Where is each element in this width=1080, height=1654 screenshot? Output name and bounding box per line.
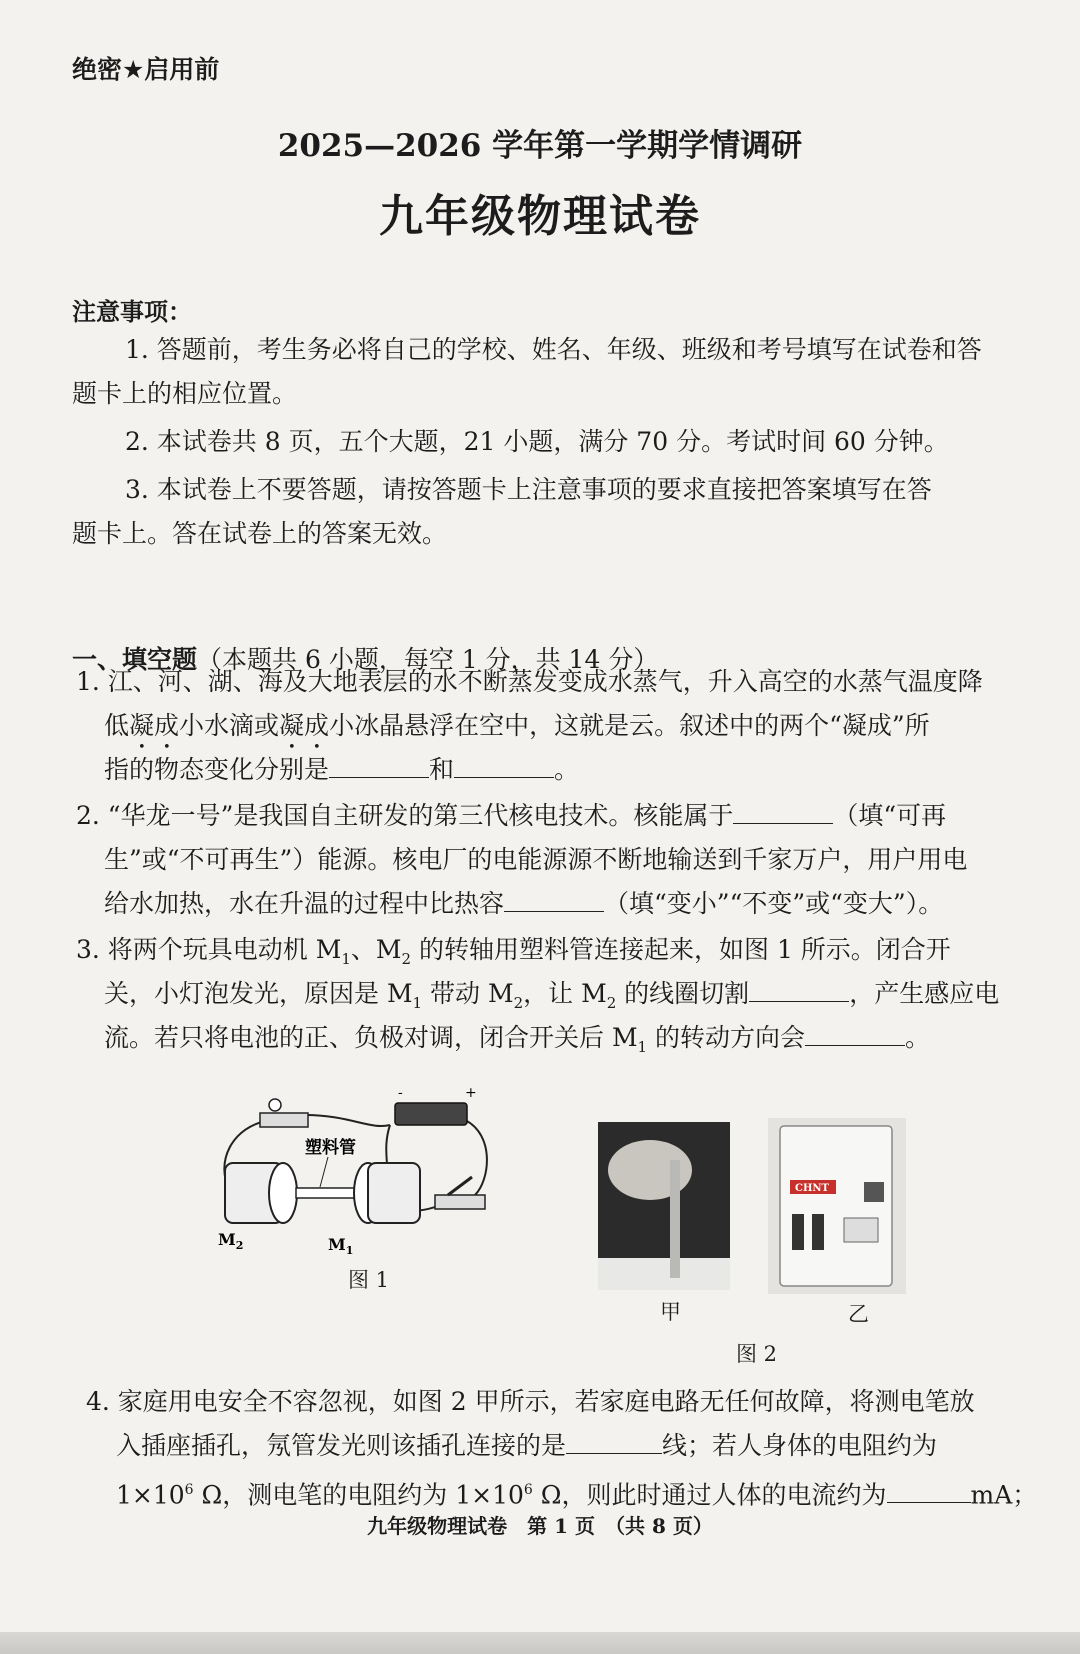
- q3-sub-2a: 2: [401, 950, 412, 968]
- figure-1-caption: 图 1: [348, 1268, 390, 1292]
- section-1-title: 一、填空题: [72, 645, 198, 674]
- q2-line3: [104, 882, 943, 926]
- q3-sub-2c: 2: [606, 994, 617, 1012]
- q2-line3-b: （填“变小”“不变”或“变大”）。: [604, 889, 944, 918]
- q1-line3: [104, 748, 579, 792]
- figure-2b-label: 乙: [848, 1302, 869, 1326]
- figure-2b-breaker-photo: [768, 1118, 906, 1294]
- q3-sub-1c: 1: [637, 1038, 648, 1056]
- breaker-brand-text: CHNT: [795, 1183, 829, 1194]
- tube-label: 塑料管: [305, 1138, 356, 1158]
- q1-line2-a: 低: [104, 711, 130, 740]
- q3-l1a: 3. 将两个玩具电动机 M: [76, 935, 342, 964]
- q1-line3-c: 。: [554, 755, 580, 784]
- figure-1-circuit: [210, 1085, 510, 1260]
- page-footer: 九年级物理试卷 第 1 页 （共 8 页）: [367, 1514, 713, 1538]
- q3-l3a: 流。若只将电池的正、负极对调，闭合开关后 M: [104, 1023, 638, 1052]
- confidential-label: 绝密★启用前: [72, 55, 220, 84]
- q3-l3b: 的转动方向会: [647, 1023, 806, 1052]
- tube-label-pointer: [320, 1157, 328, 1187]
- q3-l1c: 的转轴用塑料管连接起来，如图 1 所示。闭合开: [411, 935, 951, 964]
- test-pen-icon: [670, 1160, 680, 1278]
- q1-line2-e: 小冰晶悬浮在空中，这就是云。叙述中的两个“凝成”所: [329, 711, 930, 740]
- q2-line2: 生”或“不可再生”）能源。核电厂的电能源源不断地输送到千家万户，用户用电: [104, 845, 968, 874]
- breaker-body: [780, 1126, 892, 1286]
- q3-l3c: 。: [905, 1023, 931, 1052]
- m1-label: $M_1$: [328, 1235, 354, 1257]
- q2-line1-b: （填“可再: [833, 801, 947, 830]
- q4-blank-2[interactable]: [887, 1480, 971, 1503]
- q3-blank-1[interactable]: [749, 979, 849, 1002]
- exam-title: 九年级物理试卷: [379, 191, 701, 242]
- page-bottom-edge: [0, 1632, 1080, 1654]
- q3-sub-1a: 1: [341, 950, 351, 968]
- q4-exp-1: 6: [184, 1482, 194, 1498]
- switch-base: [435, 1195, 485, 1209]
- figure-2-caption: 图 2: [736, 1342, 778, 1366]
- q4-l3c: Ω，则此时通过人体的电流约为: [532, 1480, 887, 1510]
- q4-l3b: Ω，测电笔的电阻约为 1×10: [193, 1480, 524, 1510]
- note-3-line1: 3. 本试卷上不要答题，请按答题卡上注意事项的要求直接把答案填写在答: [125, 475, 932, 504]
- qr-code-icon: [864, 1182, 884, 1202]
- breaker-test-button: [844, 1218, 878, 1242]
- q3-l2b: 带动 M: [422, 979, 514, 1008]
- q2-blank-2[interactable]: [504, 889, 604, 912]
- breaker-switch-2: [812, 1214, 824, 1250]
- q2-line1: [76, 794, 946, 838]
- q3-l2c: ，让 M: [523, 979, 607, 1008]
- q4-l2b: 线；若人身体的电阻约为: [662, 1431, 938, 1460]
- q3-sub-2b: 2: [513, 994, 524, 1012]
- bulb-icon: [269, 1099, 281, 1111]
- q3-line3: [104, 1016, 930, 1069]
- q1-line3-a: 指的物态变化分别是: [104, 755, 330, 784]
- q1-line2-c: 小水滴或: [179, 711, 280, 740]
- q2-blank-1[interactable]: [733, 801, 833, 824]
- q4-exp-2: 6: [523, 1482, 533, 1498]
- m2-label: $M_2$: [218, 1230, 244, 1252]
- note-3-line2: 题卡上。答在试卷上的答案无效。: [72, 519, 448, 548]
- q1-emph-1: 凝成: [129, 711, 180, 740]
- motor-m2-face: [269, 1163, 297, 1223]
- figure-2a-label: 甲: [660, 1300, 681, 1324]
- q3-sub-1b: 1: [412, 994, 423, 1012]
- note-1-line2: 题卡上的相应位置。: [72, 379, 298, 408]
- q3-l1b: 、M: [350, 935, 402, 964]
- q3-l2d: 的线圈切割: [616, 979, 750, 1008]
- bulb-base: [260, 1113, 308, 1127]
- q4-l3a: 1×10: [116, 1480, 185, 1510]
- note-1-line1: 1. 答题前，考生务必将自己的学校、姓名、年级、班级和考号填写在试卷和答: [125, 335, 982, 364]
- wire-top: [305, 1115, 390, 1126]
- battery-minus-sign: -: [398, 1085, 403, 1101]
- switch-lever: [448, 1177, 472, 1195]
- section-1-desc: （本题共 6 小题，每空 1 分，共 14 分）: [197, 645, 659, 674]
- wire-right: [465, 1120, 487, 1195]
- exam-subtitle: 2025—2026 学年第一学期学情调研: [277, 128, 803, 164]
- note-2: 2. 本试卷共 8 页，五个大题，21 小题，满分 70 分。考试时间 60 分钟。: [125, 427, 949, 456]
- q4-line2: [116, 1424, 937, 1468]
- q3-l2a: 关，小灯泡发光，原因是 M: [104, 979, 413, 1008]
- q1-blank-1[interactable]: [329, 755, 429, 778]
- q1-emph-2: 凝成: [279, 711, 330, 740]
- breaker-switch-1: [792, 1214, 804, 1250]
- battery-icon: [395, 1103, 467, 1125]
- q4-blank-1[interactable]: [566, 1431, 662, 1454]
- socket-panel: [598, 1258, 730, 1290]
- q2-line3-a: 给水加热，水在升温的过程中比热容: [104, 889, 505, 918]
- q3-l2e: ，产生感应电: [849, 979, 1000, 1008]
- q4-l2a: 入插座插孔，氖管发光则该插孔连接的是: [116, 1431, 567, 1460]
- q1-line3-b: 和: [429, 755, 455, 784]
- q2-line1-a: 2. “华龙一号”是我国自主研发的第三代核电技术。核能属于: [76, 801, 734, 830]
- figure-2a-test-pen-photo: [598, 1122, 730, 1290]
- notes-heading: 注意事项：: [72, 298, 192, 326]
- q1-blank-2[interactable]: [454, 755, 554, 778]
- motor-m1-body: [368, 1163, 420, 1223]
- q4-l3d: mA；: [970, 1480, 1038, 1510]
- q3-blank-2[interactable]: [805, 1023, 905, 1046]
- q4-line1: 4. 家庭用电安全不容忽视，如图 2 甲所示，若家庭电路无任何故障，将测电笔放: [86, 1387, 975, 1416]
- battery-plus-sign: +: [465, 1085, 477, 1101]
- q1-line1: 1. 江、河、湖、海及大地表层的水不断蒸发变成水蒸气，升入高空的水蒸气温度降: [76, 667, 983, 696]
